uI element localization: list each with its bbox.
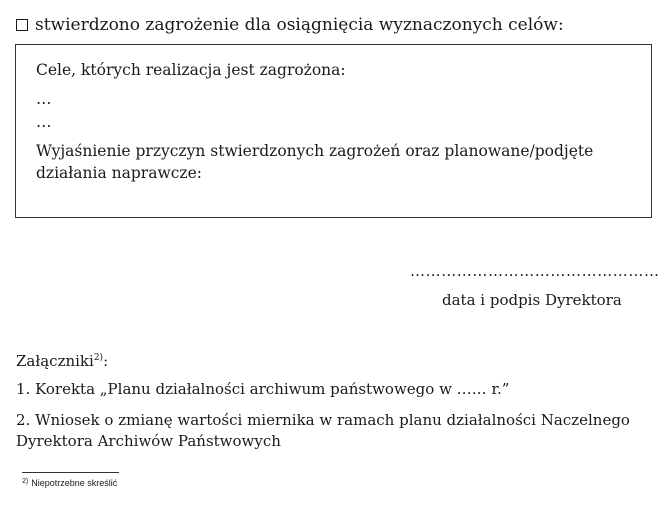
threat-details-box bbox=[15, 44, 652, 218]
threatened-goals-label: Cele, których realizacja jest zagrożona: bbox=[36, 61, 346, 79]
goals-placeholder-1: … bbox=[36, 90, 52, 108]
threat-checkbox[interactable] bbox=[16, 19, 28, 31]
attachment-item-1: 1. Korekta „Planu działalności archiwum państwowego w …… r.” bbox=[16, 380, 510, 398]
goals-placeholder-2: … bbox=[36, 113, 52, 131]
footnote-mark: 2) bbox=[22, 478, 29, 485]
signature-label: data i podpis Dyrektora bbox=[442, 291, 622, 309]
attachments-heading bbox=[16, 352, 108, 370]
attachments-heading-text: Załączniki bbox=[16, 352, 94, 370]
footnote-divider bbox=[22, 472, 119, 473]
attachments-footnote-mark: 2) bbox=[93, 353, 104, 363]
footnote-text: Niepotrzebne skreślić bbox=[31, 478, 118, 488]
threat-checkbox-row bbox=[16, 13, 564, 37]
footnote bbox=[22, 478, 117, 488]
threat-checkbox-label: stwierdzono zagrożenie dla osiągnięcia wyznaczonych celów: bbox=[35, 15, 564, 35]
attachments-heading-colon: : bbox=[103, 352, 109, 370]
attachment-item-2: 2. Wniosek o zmianę wartości miernika w ramach planu działalności Naczelnego Dyrektora Archiwów Państwowych bbox=[16, 411, 630, 450]
explanation-label: Wyjaśnienie przyczyn stwierdzonych zagrożeń oraz planowane/podjęte działania naprawcze: bbox=[36, 142, 594, 182]
signature-line: ………………………………………… bbox=[410, 262, 660, 280]
